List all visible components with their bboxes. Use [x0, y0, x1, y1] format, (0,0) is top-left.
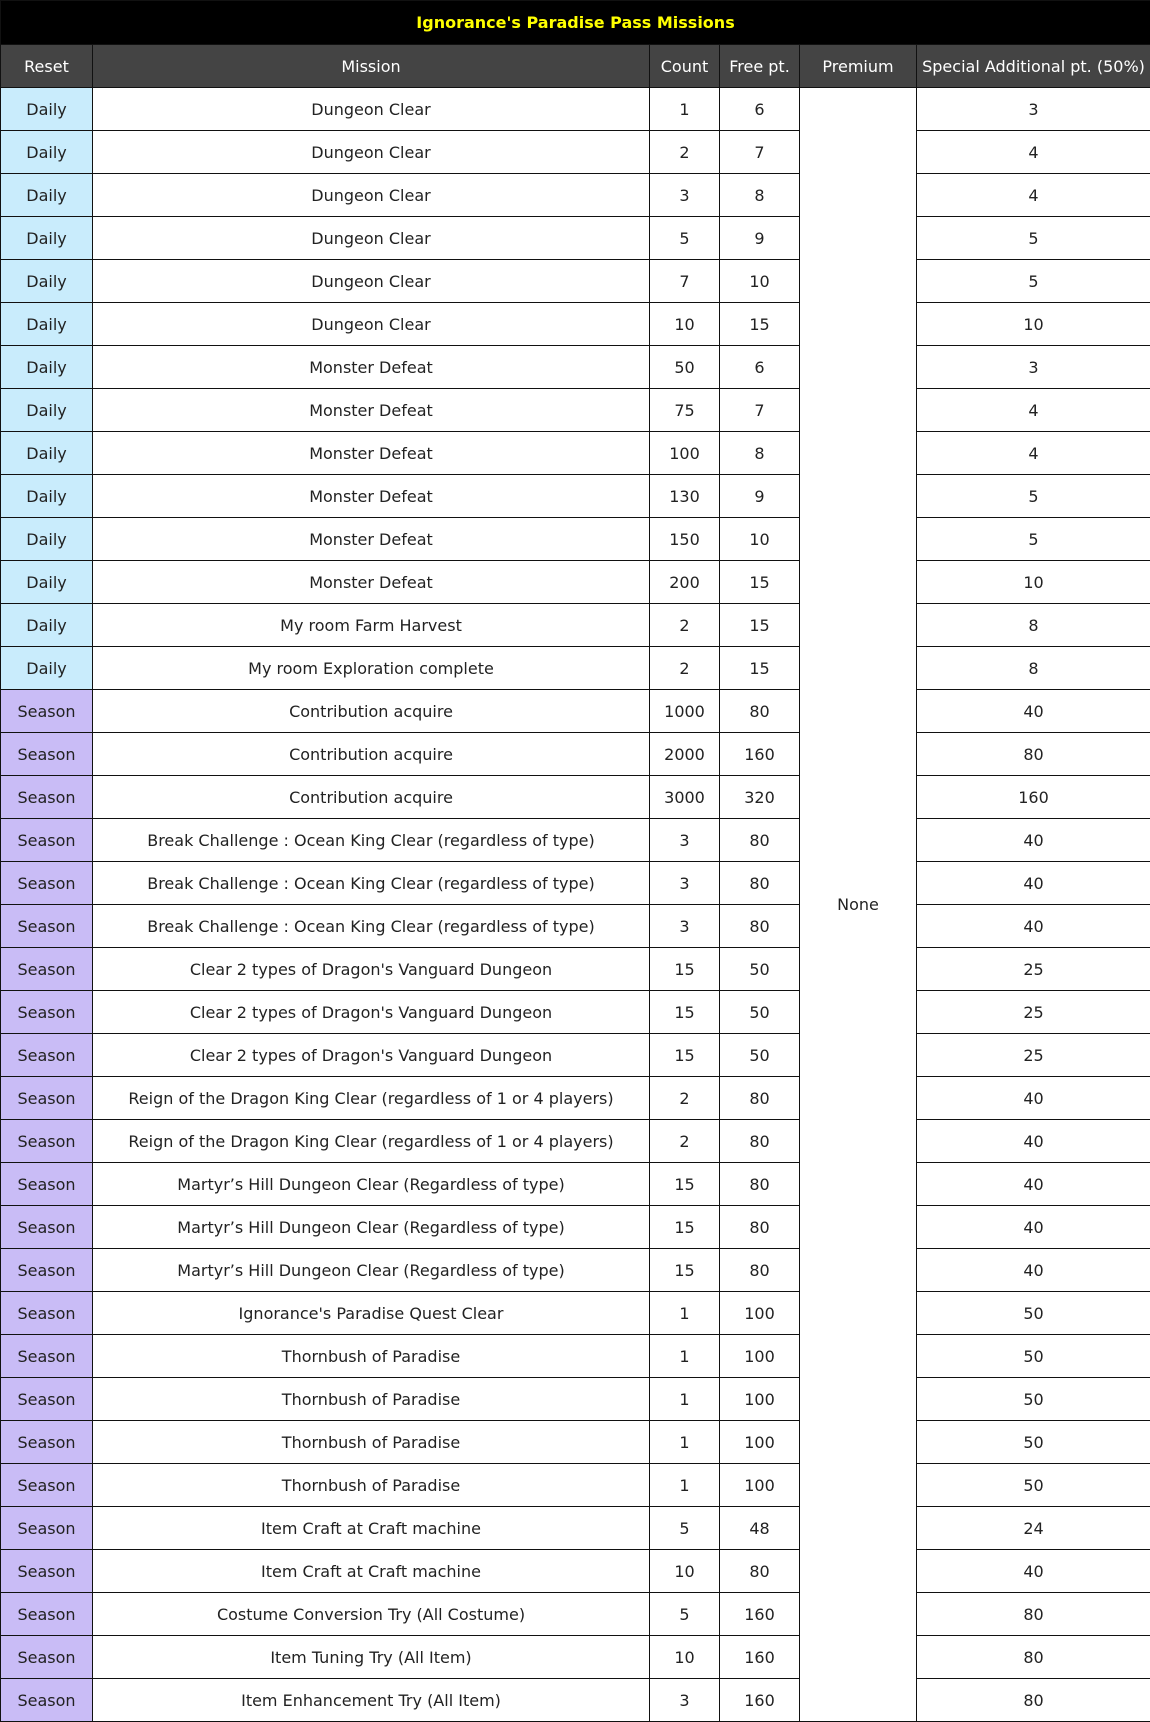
cell-reset: Daily	[1, 217, 93, 260]
cell-count: 10	[650, 1550, 720, 1593]
table-row	[1, 1550, 1150, 1593]
cell-reset: Season	[1, 1636, 93, 1679]
table-row	[1, 1335, 1150, 1378]
table-row	[1, 518, 1150, 561]
cell-free-pt: 80	[720, 1249, 800, 1292]
cell-reset: Season	[1, 905, 93, 948]
cell-free-pt: 10	[720, 518, 800, 561]
cell-free-pt: 80	[720, 862, 800, 905]
cell-special-additional-pt: 80	[917, 1593, 1150, 1636]
cell-reset: Season	[1, 733, 93, 776]
cell-reset: Daily	[1, 346, 93, 389]
cell-special-additional-pt: 50	[917, 1378, 1150, 1421]
cell-special-additional-pt: 40	[917, 1163, 1150, 1206]
cell-special-additional-pt: 160	[917, 776, 1150, 819]
cell-free-pt: 160	[720, 733, 800, 776]
cell-free-pt: 15	[720, 303, 800, 346]
table-row	[1, 1120, 1150, 1163]
cell-reset: Season	[1, 1593, 93, 1636]
cell-special-additional-pt: 10	[917, 561, 1150, 604]
column-header-mission: Mission	[93, 45, 650, 88]
cell-special-additional-pt: 8	[917, 647, 1150, 690]
cell-count: 130	[650, 475, 720, 518]
cell-count: 100	[650, 432, 720, 475]
cell-count: 3000	[650, 776, 720, 819]
cell-special-additional-pt: 3	[917, 88, 1150, 131]
cell-reset: Daily	[1, 131, 93, 174]
cell-count: 3	[650, 174, 720, 217]
table-row	[1, 819, 1150, 862]
cell-reset: Daily	[1, 260, 93, 303]
cell-free-pt: 10	[720, 260, 800, 303]
cell-count: 3	[650, 819, 720, 862]
cell-free-pt: 100	[720, 1378, 800, 1421]
cell-count: 75	[650, 389, 720, 432]
cell-free-pt: 6	[720, 88, 800, 131]
cell-mission: Item Craft at Craft machine	[93, 1507, 650, 1550]
table-row	[1, 217, 1150, 260]
cell-count: 15	[650, 991, 720, 1034]
cell-mission: Thornbush of Paradise	[93, 1421, 650, 1464]
cell-special-additional-pt: 50	[917, 1335, 1150, 1378]
cell-special-additional-pt: 25	[917, 948, 1150, 991]
cell-free-pt: 8	[720, 174, 800, 217]
cell-count: 1000	[650, 690, 720, 733]
cell-reset: Season	[1, 1034, 93, 1077]
table-row	[1, 131, 1150, 174]
cell-free-pt: 7	[720, 389, 800, 432]
cell-reset: Season	[1, 1292, 93, 1335]
cell-mission: Dungeon Clear	[93, 88, 650, 131]
cell-special-additional-pt: 40	[917, 819, 1150, 862]
table-row	[1, 475, 1150, 518]
cell-mission: Break Challenge : Ocean King Clear (regardless of type)	[93, 905, 650, 948]
table-row	[1, 1636, 1150, 1679]
cell-mission: My room Exploration complete	[93, 647, 650, 690]
table-row	[1, 88, 1150, 131]
cell-special-additional-pt: 5	[917, 518, 1150, 561]
cell-special-additional-pt: 5	[917, 475, 1150, 518]
cell-reset: Season	[1, 776, 93, 819]
table-row	[1, 991, 1150, 1034]
cell-reset: Daily	[1, 432, 93, 475]
cell-reset: Daily	[1, 303, 93, 346]
cell-count: 10	[650, 303, 720, 346]
cell-special-additional-pt: 40	[917, 1206, 1150, 1249]
cell-premium: None	[800, 88, 917, 1722]
cell-count: 5	[650, 1507, 720, 1550]
cell-count: 15	[650, 1249, 720, 1292]
cell-special-additional-pt: 40	[917, 690, 1150, 733]
table-body	[1, 88, 1150, 1722]
cell-mission: Dungeon Clear	[93, 217, 650, 260]
cell-count: 2	[650, 131, 720, 174]
cell-free-pt: 100	[720, 1464, 800, 1507]
cell-free-pt: 100	[720, 1335, 800, 1378]
cell-reset: Daily	[1, 518, 93, 561]
cell-special-additional-pt: 4	[917, 389, 1150, 432]
cell-free-pt: 9	[720, 475, 800, 518]
cell-count: 15	[650, 948, 720, 991]
cell-count: 1	[650, 1421, 720, 1464]
cell-mission: Monster Defeat	[93, 561, 650, 604]
cell-count: 15	[650, 1034, 720, 1077]
table-row	[1, 862, 1150, 905]
table-row	[1, 1378, 1150, 1421]
cell-free-pt: 50	[720, 991, 800, 1034]
table-title-row	[1, 1, 1150, 45]
cell-special-additional-pt: 50	[917, 1464, 1150, 1507]
cell-free-pt: 80	[720, 1163, 800, 1206]
cell-special-additional-pt: 10	[917, 303, 1150, 346]
table-title: Ignorance's Paradise Pass Missions	[1, 1, 1150, 45]
table-row	[1, 260, 1150, 303]
column-header-free: Free pt.	[720, 45, 800, 88]
cell-free-pt: 160	[720, 1593, 800, 1636]
table-row	[1, 1163, 1150, 1206]
cell-special-additional-pt: 5	[917, 260, 1150, 303]
cell-free-pt: 100	[720, 1421, 800, 1464]
table-row	[1, 948, 1150, 991]
cell-special-additional-pt: 50	[917, 1292, 1150, 1335]
cell-count: 10	[650, 1636, 720, 1679]
cell-mission: Break Challenge : Ocean King Clear (regardless of type)	[93, 862, 650, 905]
cell-mission: Dungeon Clear	[93, 303, 650, 346]
cell-special-additional-pt: 40	[917, 1550, 1150, 1593]
cell-count: 1	[650, 1464, 720, 1507]
cell-special-additional-pt: 50	[917, 1421, 1150, 1464]
cell-mission: Martyr’s Hill Dungeon Clear (Regardless of type)	[93, 1206, 650, 1249]
cell-special-additional-pt: 24	[917, 1507, 1150, 1550]
column-header-premium: Premium	[800, 45, 917, 88]
table-row	[1, 346, 1150, 389]
table-row	[1, 1421, 1150, 1464]
cell-count: 2	[650, 1120, 720, 1163]
table-row	[1, 905, 1150, 948]
cell-reset: Season	[1, 1077, 93, 1120]
cell-free-pt: 160	[720, 1679, 800, 1722]
table-row	[1, 776, 1150, 819]
column-header-count: Count	[650, 45, 720, 88]
cell-special-additional-pt: 40	[917, 905, 1150, 948]
cell-count: 2	[650, 1077, 720, 1120]
cell-mission: Thornbush of Paradise	[93, 1464, 650, 1507]
cell-count: 3	[650, 1679, 720, 1722]
cell-reset: Season	[1, 948, 93, 991]
cell-free-pt: 80	[720, 1077, 800, 1120]
cell-count: 3	[650, 862, 720, 905]
cell-mission: My room Farm Harvest	[93, 604, 650, 647]
cell-mission: Dungeon Clear	[93, 260, 650, 303]
cell-free-pt: 15	[720, 604, 800, 647]
cell-count: 3	[650, 905, 720, 948]
cell-reset: Season	[1, 1249, 93, 1292]
cell-special-additional-pt: 40	[917, 862, 1150, 905]
cell-free-pt: 6	[720, 346, 800, 389]
cell-reset: Daily	[1, 88, 93, 131]
table-row	[1, 174, 1150, 217]
cell-mission: Reign of the Dragon King Clear (regardless of 1 or 4 players)	[93, 1077, 650, 1120]
cell-free-pt: 80	[720, 1550, 800, 1593]
table-header-row	[1, 45, 1150, 88]
cell-count: 1	[650, 88, 720, 131]
cell-free-pt: 100	[720, 1292, 800, 1335]
cell-free-pt: 8	[720, 432, 800, 475]
table-row	[1, 733, 1150, 776]
cell-reset: Season	[1, 1550, 93, 1593]
cell-reset: Season	[1, 1378, 93, 1421]
cell-reset: Season	[1, 1206, 93, 1249]
table-row	[1, 1034, 1150, 1077]
cell-count: 1	[650, 1335, 720, 1378]
cell-mission: Thornbush of Paradise	[93, 1335, 650, 1378]
cell-mission: Contribution acquire	[93, 733, 650, 776]
cell-count: 7	[650, 260, 720, 303]
cell-count: 15	[650, 1206, 720, 1249]
cell-special-additional-pt: 25	[917, 991, 1150, 1034]
cell-reset: Season	[1, 690, 93, 733]
cell-mission: Clear 2 types of Dragon's Vanguard Dungeon	[93, 991, 650, 1034]
table-row	[1, 1593, 1150, 1636]
cell-mission: Martyr’s Hill Dungeon Clear (Regardless of type)	[93, 1249, 650, 1292]
column-header-special: Special Additional pt. (50%)	[917, 45, 1150, 88]
cell-count: 2000	[650, 733, 720, 776]
cell-mission: Martyr’s Hill Dungeon Clear (Regardless of type)	[93, 1163, 650, 1206]
cell-special-additional-pt: 40	[917, 1120, 1150, 1163]
table-row	[1, 1464, 1150, 1507]
cell-reset: Daily	[1, 604, 93, 647]
cell-free-pt: 15	[720, 561, 800, 604]
table-row	[1, 432, 1150, 475]
cell-reset: Season	[1, 1679, 93, 1722]
cell-special-additional-pt: 4	[917, 131, 1150, 174]
cell-mission: Break Challenge : Ocean King Clear (regardless of type)	[93, 819, 650, 862]
cell-mission: Ignorance's Paradise Quest Clear	[93, 1292, 650, 1335]
cell-reset: Season	[1, 1335, 93, 1378]
cell-reset: Daily	[1, 475, 93, 518]
cell-reset: Season	[1, 991, 93, 1034]
cell-count: 50	[650, 346, 720, 389]
table-row	[1, 1679, 1150, 1722]
table-row	[1, 1507, 1150, 1550]
cell-count: 200	[650, 561, 720, 604]
cell-free-pt: 80	[720, 1120, 800, 1163]
cell-count: 150	[650, 518, 720, 561]
cell-special-additional-pt: 4	[917, 174, 1150, 217]
cell-free-pt: 9	[720, 217, 800, 260]
cell-free-pt: 80	[720, 690, 800, 733]
cell-mission: Dungeon Clear	[93, 131, 650, 174]
table-row	[1, 690, 1150, 733]
cell-count: 5	[650, 1593, 720, 1636]
cell-free-pt: 50	[720, 1034, 800, 1077]
cell-free-pt: 15	[720, 647, 800, 690]
cell-mission: Costume Conversion Try (All Costume)	[93, 1593, 650, 1636]
cell-reset: Season	[1, 1120, 93, 1163]
cell-mission: Monster Defeat	[93, 346, 650, 389]
cell-mission: Monster Defeat	[93, 432, 650, 475]
cell-mission: Contribution acquire	[93, 690, 650, 733]
cell-count: 1	[650, 1292, 720, 1335]
cell-mission: Thornbush of Paradise	[93, 1378, 650, 1421]
table-row	[1, 1077, 1150, 1120]
cell-mission: Clear 2 types of Dragon's Vanguard Dungeon	[93, 1034, 650, 1077]
cell-free-pt: 80	[720, 1206, 800, 1249]
cell-mission: Contribution acquire	[93, 776, 650, 819]
cell-free-pt: 48	[720, 1507, 800, 1550]
cell-free-pt: 80	[720, 905, 800, 948]
cell-reset: Season	[1, 862, 93, 905]
cell-reset: Season	[1, 1163, 93, 1206]
cell-reset: Season	[1, 1507, 93, 1550]
cell-free-pt: 320	[720, 776, 800, 819]
cell-special-additional-pt: 40	[917, 1249, 1150, 1292]
cell-count: 1	[650, 1378, 720, 1421]
cell-mission: Item Tuning Try (All Item)	[93, 1636, 650, 1679]
column-header-reset: Reset	[1, 45, 93, 88]
table-row	[1, 1292, 1150, 1335]
cell-special-additional-pt: 80	[917, 1679, 1150, 1722]
cell-mission: Item Craft at Craft machine	[93, 1550, 650, 1593]
cell-mission: Monster Defeat	[93, 389, 650, 432]
cell-reset: Daily	[1, 174, 93, 217]
cell-reset: Daily	[1, 647, 93, 690]
cell-special-additional-pt: 80	[917, 1636, 1150, 1679]
cell-special-additional-pt: 8	[917, 604, 1150, 647]
table-row	[1, 389, 1150, 432]
table-row	[1, 303, 1150, 346]
cell-mission: Monster Defeat	[93, 518, 650, 561]
cell-reset: Daily	[1, 561, 93, 604]
cell-mission: Reign of the Dragon King Clear (regardless of 1 or 4 players)	[93, 1120, 650, 1163]
cell-special-additional-pt: 5	[917, 217, 1150, 260]
cell-mission: Item Enhancement Try (All Item)	[93, 1679, 650, 1722]
cell-mission: Monster Defeat	[93, 475, 650, 518]
cell-count: 15	[650, 1163, 720, 1206]
cell-special-additional-pt: 80	[917, 733, 1150, 776]
cell-reset: Season	[1, 819, 93, 862]
cell-free-pt: 80	[720, 819, 800, 862]
cell-reset: Daily	[1, 389, 93, 432]
cell-free-pt: 7	[720, 131, 800, 174]
cell-special-additional-pt: 25	[917, 1034, 1150, 1077]
table-row	[1, 1206, 1150, 1249]
cell-special-additional-pt: 4	[917, 432, 1150, 475]
cell-count: 2	[650, 604, 720, 647]
cell-count: 5	[650, 217, 720, 260]
table-row	[1, 604, 1150, 647]
cell-mission: Dungeon Clear	[93, 174, 650, 217]
cell-reset: Season	[1, 1421, 93, 1464]
cell-free-pt: 50	[720, 948, 800, 991]
cell-special-additional-pt: 3	[917, 346, 1150, 389]
cell-count: 2	[650, 647, 720, 690]
table-row	[1, 1249, 1150, 1292]
cell-mission: Clear 2 types of Dragon's Vanguard Dungeon	[93, 948, 650, 991]
cell-free-pt: 160	[720, 1636, 800, 1679]
table-row	[1, 647, 1150, 690]
table-row	[1, 561, 1150, 604]
cell-reset: Season	[1, 1464, 93, 1507]
cell-special-additional-pt: 40	[917, 1077, 1150, 1120]
